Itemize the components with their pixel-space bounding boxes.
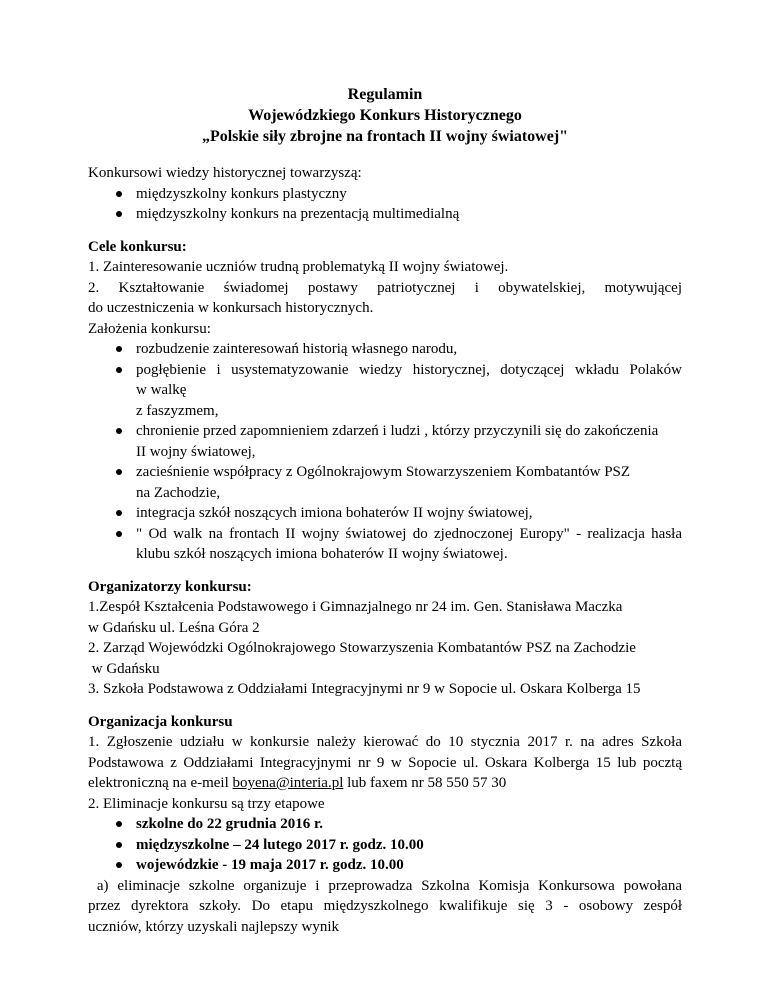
list-item: międzyszkolne – 24 lutego 2017 r. godz. 10.00 — [88, 835, 682, 856]
document-title — [88, 84, 682, 147]
list-item: międzyszkolny konkurs na prezentacją multimedialną — [88, 204, 682, 225]
list-item: rozbudzenie zainteresowań historią własnego narodu, — [88, 339, 682, 360]
organizers-heading: Organizatorzy konkursu: — [88, 578, 252, 595]
document-page — [88, 84, 682, 937]
assumptions-label: Założenia konkursu: — [88, 320, 211, 337]
organizers-line: 2. Zarząd Wojewódzki Ogólnokrajowego Stowarzyszenia Kombatantów PSZ na Zachodzie — [88, 640, 636, 656]
organization-section — [88, 712, 682, 938]
intro-list — [88, 184, 682, 225]
organizers-line: 3. Szkoła Podstawowa z Oddziałami Integracyjnymi nr 9 w Sopocie ul. Oskara Kolberga 15 — [88, 681, 641, 697]
organization-p2: 2. Eliminacje konkursu są trzy etapowe — [88, 795, 325, 812]
intro-text: Konkursowi wiedzy historycznej towarzyszą: — [88, 165, 362, 181]
list-item: wojewódzkie - 19 maja 2017 r. godz. 10.00 — [88, 855, 682, 876]
title-line-3: „Polskie siły zbrojne na frontach II wojny światowej" — [201, 128, 569, 145]
organizers-line: w Gdańsku — [88, 660, 160, 677]
organization-p1-line-3: elektroniczną na e-meil boyena@interia.pl lub faxem nr 58 550 57 30 — [88, 775, 507, 791]
goals-heading: Cele konkursu: — [88, 238, 187, 255]
organization-p1-line-1: 1. Zgłoszenie udziału w konkursie należy kierować do 10 stycznia 2017 r. na adres Szkoła — [88, 734, 682, 750]
list-item: zacieśnienie współpracy z Ogólnokrajowym Stowarzyszeniem Kombatantów PSZ na Zachodzie, — [88, 462, 682, 503]
organizers-line: 1.Zespół Kształcenia Podstawowego i Gimnazjalnego nr 24 im. Gen. Stanisława Maczka — [88, 599, 623, 615]
goals-point-2-line-1: 2. Kształtowanie świadomej postawy patriotycznej i obywatelskiej, motywującej — [88, 279, 682, 296]
assumptions-list — [88, 339, 682, 565]
list-item: " Od walk na frontach II wojny światowej do zjednoczonej Europy" - realizacja hasła klubu szkół noszących imiona bohaterów II wojny światowej. — [88, 524, 682, 565]
list-item: chronienie przed zapomnieniem zdarzeń i ludzi , którzy przyczynili się do zakończenia II wojny światowej, — [88, 421, 682, 462]
list-item: szkolne do 22 grudnia 2016 r. — [88, 814, 682, 835]
goals-point-2-line-2: do uczestniczenia w konkursach historycznych. — [88, 300, 374, 316]
organization-p1-line-2: Podstawowa z Oddziałami Integracyjnymi nr 9 w Sopocie ul. Oskara Kolberga 15 lub pocztą — [88, 754, 682, 771]
email-link[interactable]: boyena@interia.pl — [232, 775, 344, 791]
title-line-1: Regulamin — [347, 86, 423, 103]
stages-list — [88, 814, 682, 876]
organization-p3-line-2: przez dyrektora szkoły. Do etapu międzyszkolnego kwalifikuje się 3 - osobowy zespół — [88, 898, 682, 914]
organizers-section — [88, 577, 682, 700]
organization-heading: Organizacja konkursu — [88, 713, 233, 730]
list-item: integracja szkół noszących imiona bohaterów II wojny światowej, — [88, 503, 682, 524]
organizers-line: w Gdańsku ul. Leśna Góra 2 — [88, 619, 260, 636]
intro-section — [88, 163, 682, 225]
organization-p3-line-3: uczniów, którzy uzyskali najlepszy wynik — [88, 918, 340, 935]
title-line-2: Wojewódzkiego Konkurs Historycznego — [248, 107, 522, 124]
goals-section — [88, 237, 682, 565]
list-item: międzyszkolny konkurs plastyczny — [88, 184, 682, 205]
organization-p3-line-1: a) eliminacje szkolne organizuje i przeprowadza Szkolna Komisja Konkursowa powołana — [88, 877, 683, 894]
goals-point-1: 1. Zainteresowanie uczniów trudną problematyką II wojny światowej. — [88, 259, 509, 275]
list-item: pogłębienie i usystematyzowanie wiedzy historycznej, dotyczącej wkładu Polaków w walkę z faszyzmem, — [88, 360, 682, 422]
